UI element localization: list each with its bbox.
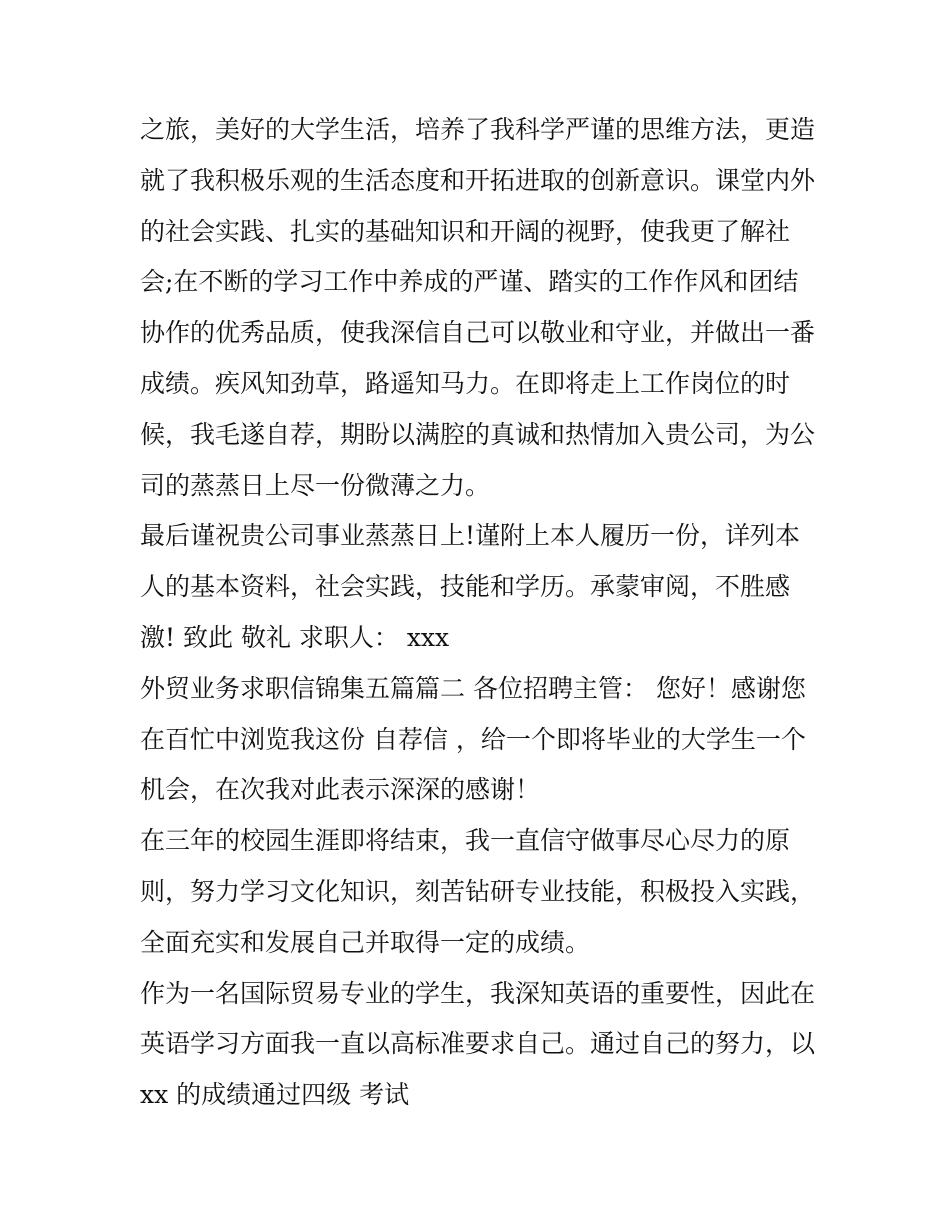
body-text [140,105,830,1121]
text-line: 的社会实践、扎实的基础知识和开阔的视野，使我更了解社 [140,216,791,246]
text-line: 作为一名国际贸易专业的学生，我深知英语的重要性，因此在 [140,978,816,1008]
text-line: 英语学习方面我一直以高标准要求自己。通过自己的努力，以 [140,1029,816,1059]
text-line: 全面充实和发展自己并取得一定的成绩。 [140,927,591,957]
text-line: 最后谨祝贵公司事业蒸蒸日上!谨附上本人履历一份，详列本 [140,521,801,551]
text-line: 协作的优秀品质，使我深信自己可以敬业和守业，并做出一番 [140,318,816,348]
text-line: 司的蒸蒸日上尽一份微薄之力。 [140,470,491,500]
text-line: 在百忙中浏览我这份 自荐信 ，给一个即将毕业的大学生一个 [140,724,806,754]
text-line: 就了我积极乐观的生活态度和开拓进取的创新意识。课堂内外 [140,165,816,195]
text-line: 人的基本资料，社会实践，技能和学历。承蒙审阅，不胜感 [140,572,791,602]
text-line: 则，努力学习文化知识，刻苦钻研专业技能，积极投入实践， [140,876,816,906]
text-line: 候，我毛遂自荐，期盼以满腔的真诚和热情加入贵公司，为公 [140,419,816,449]
text-line: 激! 致此 敬礼 求职人： xxx [140,622,450,652]
text-line: 在三年的校园生涯即将结束，我一直信守做事尽心尽力的原 [140,826,791,856]
text-line: 会;在不断的学习工作中养成的严谨、踏实的工作作风和团结 [140,267,799,297]
text-line: 之旅，美好的大学生活，培养了我科学严谨的思维方法，更造 [140,115,816,144]
text-line: 成绩。疾风知劲草，路遥知马力。在即将走上工作岗位的时 [140,368,791,398]
text-line: 外贸业务求职信锦集五篇篇二 各位招聘主管： 您好！感谢您 [140,673,806,703]
text-line: 机会，在次我对此表示深深的感谢！ [140,775,541,805]
text-line: xx 的成绩通过四级 考试 [140,1080,410,1110]
